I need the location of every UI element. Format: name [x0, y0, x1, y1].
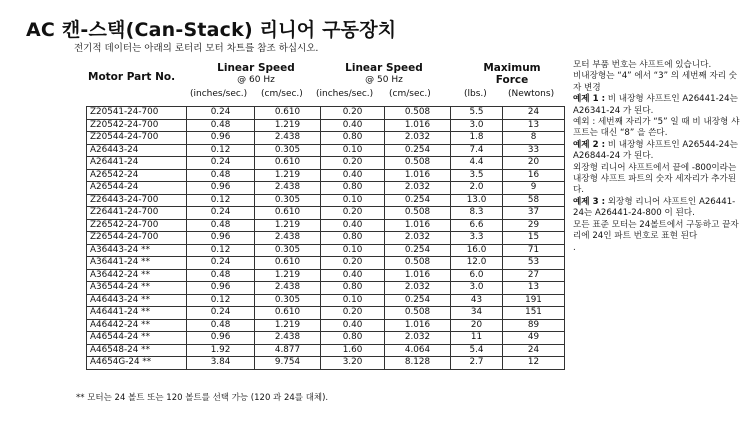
table-cell: 0.12	[187, 144, 255, 157]
table-cell: 2.032	[385, 182, 451, 195]
part-number-cell: A46544-24 **	[87, 332, 187, 345]
table-cell: 9.754	[255, 357, 321, 370]
table-row	[87, 194, 565, 207]
table-cell: 1.219	[255, 119, 321, 132]
table-cell: 3.5	[451, 169, 503, 182]
table-cell: 0.48	[187, 219, 255, 232]
part-number-cell: A36441-24 **	[87, 257, 187, 270]
table-cell: 9	[503, 182, 565, 195]
table-cell: 12	[503, 357, 565, 370]
table-cell: 0.12	[187, 294, 255, 307]
table-cell: 0.40	[321, 119, 385, 132]
table-cell: 16.0	[451, 244, 503, 257]
table-cell: 13.0	[451, 194, 503, 207]
table-cell: 58	[503, 194, 565, 207]
part-number-cell: A36443-24 **	[87, 244, 187, 257]
table-cell: 0.24	[187, 107, 255, 120]
unit-label: (cm/sec.)	[261, 89, 303, 99]
table-cell: 3.0	[451, 282, 503, 295]
table-cell: 0.20	[321, 207, 385, 220]
header-motor-part-no: Motor Part No.	[88, 71, 176, 83]
table-cell: 0.40	[321, 169, 385, 182]
note-text: 비내장형는 “4” 에서 “3” 의 세번째 자리 숫자 변경	[573, 71, 738, 93]
table-cell: 0.48	[187, 169, 255, 182]
table-cell: 2.438	[255, 232, 321, 245]
table-cell: 0.610	[255, 207, 321, 220]
table-cell: 5.5	[451, 107, 503, 120]
table-cell: 0.508	[385, 257, 451, 270]
table-cell: 1.016	[385, 169, 451, 182]
part-number-cell: A46442-24 **	[87, 319, 187, 332]
note-text: 모든 표준 모터는 24볼트에서 구동하고 끝자리에 24인 파트 번호로 표현 된다	[573, 219, 739, 242]
table-row	[87, 169, 565, 182]
table-cell: 0.20	[321, 257, 385, 270]
table-cell: 5.4	[451, 344, 503, 357]
part-number-cell: Z26443-24-700	[87, 194, 187, 207]
part-number-cell: A26443-24	[87, 144, 187, 157]
part-number-cell: A46443-24 **	[87, 294, 187, 307]
table-cell: 3.0	[451, 119, 503, 132]
table-cell: 2.032	[385, 132, 451, 145]
table-cell: 12.0	[451, 257, 503, 270]
table-cell: 27	[503, 269, 565, 282]
part-number-cell: Z20544-24-700	[87, 132, 187, 145]
part-number-cell: A46441-24 **	[87, 307, 187, 320]
table-cell: 0.508	[385, 157, 451, 170]
table-cell: 8.128	[385, 357, 451, 370]
table-cell: 16	[503, 169, 565, 182]
table-cell: 0.96	[187, 232, 255, 245]
table-cell: 6.0	[451, 269, 503, 282]
table-cell: 0.254	[385, 144, 451, 157]
part-number-cell: A26544-24	[87, 182, 187, 195]
table-cell: 0.508	[385, 207, 451, 220]
table-cell: 0.20	[321, 157, 385, 170]
table-cell: 2.032	[385, 282, 451, 295]
table-cell: 1.016	[385, 219, 451, 232]
table-cell: 43	[451, 294, 503, 307]
table-cell: 3.20	[321, 357, 385, 370]
table-cell: 0.20	[321, 307, 385, 320]
table-cell: 0.80	[321, 232, 385, 245]
table-cell: 0.12	[187, 194, 255, 207]
table-row	[87, 257, 565, 270]
table-cell: 0.96	[187, 132, 255, 145]
table-cell: 0.80	[321, 182, 385, 195]
table-cell: 2.032	[385, 332, 451, 345]
table-cell: 2.032	[385, 232, 451, 245]
table-cell: 151	[503, 307, 565, 320]
table-row	[87, 144, 565, 157]
note-paragraph	[573, 71, 743, 94]
table-cell: 0.254	[385, 294, 451, 307]
table-cell: 1.219	[255, 219, 321, 232]
note-example-label: 예제 1 :	[573, 94, 606, 105]
unit-label: (cm/sec.)	[389, 89, 431, 99]
table-cell: 0.254	[385, 244, 451, 257]
table-cell: 2.438	[255, 282, 321, 295]
footnote: ** 모터는 24 볼트 또는 120 볼트를 선택 가능 (120 과 24를 대체).	[76, 393, 329, 403]
table-cell: 37	[503, 207, 565, 220]
page-title: AC 캔-스택(Can-Stack) 리니어 구동장치	[26, 19, 397, 41]
table-row	[87, 357, 565, 370]
part-number-cell: A46548-24 **	[87, 344, 187, 357]
notes-panel	[573, 60, 743, 254]
table-cell: 7.4	[451, 144, 503, 157]
part-number-cell: Z20541-24-700	[87, 107, 187, 120]
table-cell: 4.4	[451, 157, 503, 170]
table-cell: 0.48	[187, 269, 255, 282]
table-cell: 13	[503, 119, 565, 132]
note-example-label: 예제 3 :	[573, 196, 606, 207]
table-row	[87, 307, 565, 320]
note-text: .	[573, 242, 576, 253]
table-cell: 0.48	[187, 119, 255, 132]
table-cell: 2.438	[255, 182, 321, 195]
table-cell: 0.96	[187, 282, 255, 295]
header-linear-speed-50: Linear Speed	[345, 62, 423, 74]
table-cell: 15	[503, 232, 565, 245]
specifications-table	[86, 106, 565, 370]
table-row	[87, 132, 565, 145]
table-row	[87, 182, 565, 195]
table-cell: 0.24	[187, 307, 255, 320]
note-text: 예외 : 세번째 자리가 “5” 일 때 비 내장형 샤프트는 대신 “8” 을 쓴다.	[573, 117, 740, 139]
table-cell: 1.8	[451, 132, 503, 145]
note-paragraph	[573, 163, 743, 197]
part-number-cell: Z26542-24-700	[87, 219, 187, 232]
unit-label: (inches/sec.)	[190, 89, 248, 99]
table-row	[87, 332, 565, 345]
table-cell: 0.40	[321, 219, 385, 232]
table-cell: 0.96	[187, 332, 255, 345]
table-cell: 1.016	[385, 269, 451, 282]
unit-label: (lbs.)	[464, 89, 487, 99]
note-example-label: 예제 2 :	[573, 139, 606, 150]
table-cell: 0.508	[385, 107, 451, 120]
table-cell: 0.80	[321, 332, 385, 345]
part-number-cell: Z20542-24-700	[87, 119, 187, 132]
part-number-cell: Z26441-24-700	[87, 207, 187, 220]
table-cell: 4.064	[385, 344, 451, 357]
header-linear-speed-50-sub: @ 50 Hz	[365, 75, 403, 85]
table-cell: 1.219	[255, 269, 321, 282]
note-paragraph	[573, 220, 743, 243]
table-cell: 24	[503, 107, 565, 120]
table-cell: 3.3	[451, 232, 503, 245]
table-cell: 0.48	[187, 319, 255, 332]
table-cell: 0.254	[385, 194, 451, 207]
header-linear-speed-60-sub: @ 60 Hz	[237, 75, 275, 85]
table-cell: 0.80	[321, 282, 385, 295]
table-cell: 33	[503, 144, 565, 157]
part-number-cell: A26542-24	[87, 169, 187, 182]
table-row	[87, 107, 565, 120]
table-cell: 0.24	[187, 157, 255, 170]
unit-label: (Newtons)	[508, 89, 555, 99]
table-cell: 0.610	[255, 257, 321, 270]
note-text: 비 내장형 샤프트인 A26544-24는 A26844-24 가 된다.	[573, 139, 738, 162]
table-row	[87, 294, 565, 307]
table-cell: 13	[503, 282, 565, 295]
part-number-cell: A26441-24	[87, 157, 187, 170]
header-linear-speed-60: Linear Speed	[217, 62, 295, 74]
table-cell: 2.438	[255, 132, 321, 145]
table-cell: 0.96	[187, 182, 255, 195]
table-row	[87, 319, 565, 332]
table-cell: 0.305	[255, 294, 321, 307]
table-cell: 71	[503, 244, 565, 257]
table-cell: 0.305	[255, 244, 321, 257]
table-row	[87, 207, 565, 220]
table-cell: 24	[503, 344, 565, 357]
unit-label: (inches/sec.)	[316, 89, 374, 99]
note-text: 외장형 리니어 샤프트에서 끝에 -800이라는 내장형 샤프트 파트의 숫자 세자리가 추가된다.	[573, 162, 737, 196]
page-subtitle: 전기적 데이터는 아래의 로터리 모터 차트를 참조 하십시오.	[74, 43, 319, 54]
table-cell: 2.438	[255, 332, 321, 345]
table-cell: 0.40	[321, 319, 385, 332]
table-cell: 0.10	[321, 194, 385, 207]
table-cell: 1.219	[255, 169, 321, 182]
table-row	[87, 232, 565, 245]
table-cell: 0.40	[321, 269, 385, 282]
table-row	[87, 244, 565, 257]
note-paragraph	[573, 243, 743, 254]
table-row	[87, 219, 565, 232]
note-paragraph	[573, 197, 743, 220]
table-cell: 0.24	[187, 207, 255, 220]
table-cell: 0.12	[187, 244, 255, 257]
note-paragraph	[573, 140, 743, 163]
table-row	[87, 282, 565, 295]
table-cell: 0.610	[255, 107, 321, 120]
table-cell: 0.10	[321, 294, 385, 307]
table-cell: 4.877	[255, 344, 321, 357]
table-cell: 0.610	[255, 157, 321, 170]
table-cell: 0.508	[385, 307, 451, 320]
table-cell: 49	[503, 332, 565, 345]
table-cell: 1.219	[255, 319, 321, 332]
table-cell: 3.84	[187, 357, 255, 370]
table-cell: 1.92	[187, 344, 255, 357]
table-cell: 191	[503, 294, 565, 307]
table-cell: 8.3	[451, 207, 503, 220]
header-maximum-force: Maximum	[483, 62, 541, 74]
table-cell: 0.24	[187, 257, 255, 270]
table-cell: 2.7	[451, 357, 503, 370]
note-paragraph	[573, 117, 743, 140]
table-cell: 0.10	[321, 244, 385, 257]
table-cell: 0.305	[255, 194, 321, 207]
table-cell: 29	[503, 219, 565, 232]
table-cell: 53	[503, 257, 565, 270]
note-paragraph	[573, 60, 743, 71]
table-cell: 0.10	[321, 144, 385, 157]
note-text: 모터 부품 번호는 샤프트에 있습니다.	[573, 60, 712, 70]
table-cell: 1.60	[321, 344, 385, 357]
table-cell: 6.6	[451, 219, 503, 232]
table-cell: 20	[451, 319, 503, 332]
part-number-cell: A4654G-24 **	[87, 357, 187, 370]
note-text: 비 내장형 샤프트인 A26441-24는 A26341-24 가 된다.	[573, 94, 738, 116]
table-cell: 0.305	[255, 144, 321, 157]
table-cell: 8	[503, 132, 565, 145]
table-cell: 11	[451, 332, 503, 345]
table-row	[87, 269, 565, 282]
table-cell: 0.20	[321, 107, 385, 120]
table-row	[87, 344, 565, 357]
table-row	[87, 157, 565, 170]
part-number-cell: A36544-24 **	[87, 282, 187, 295]
header-maximum-force-2: Force	[495, 74, 529, 86]
note-text: 외장형 리니어 샤프트인 A26441-24는 A26441-24-800 이 된다.	[573, 196, 736, 219]
part-number-cell: Z26544-24-700	[87, 232, 187, 245]
note-paragraph	[573, 94, 743, 117]
table-cell: 0.610	[255, 307, 321, 320]
table-cell: 2.0	[451, 182, 503, 195]
table-row	[87, 119, 565, 132]
table-cell: 89	[503, 319, 565, 332]
table-cell: 34	[451, 307, 503, 320]
table-cell: 20	[503, 157, 565, 170]
table-cell: 1.016	[385, 319, 451, 332]
part-number-cell: A36442-24 **	[87, 269, 187, 282]
table-cell: 0.80	[321, 132, 385, 145]
table-cell: 1.016	[385, 119, 451, 132]
